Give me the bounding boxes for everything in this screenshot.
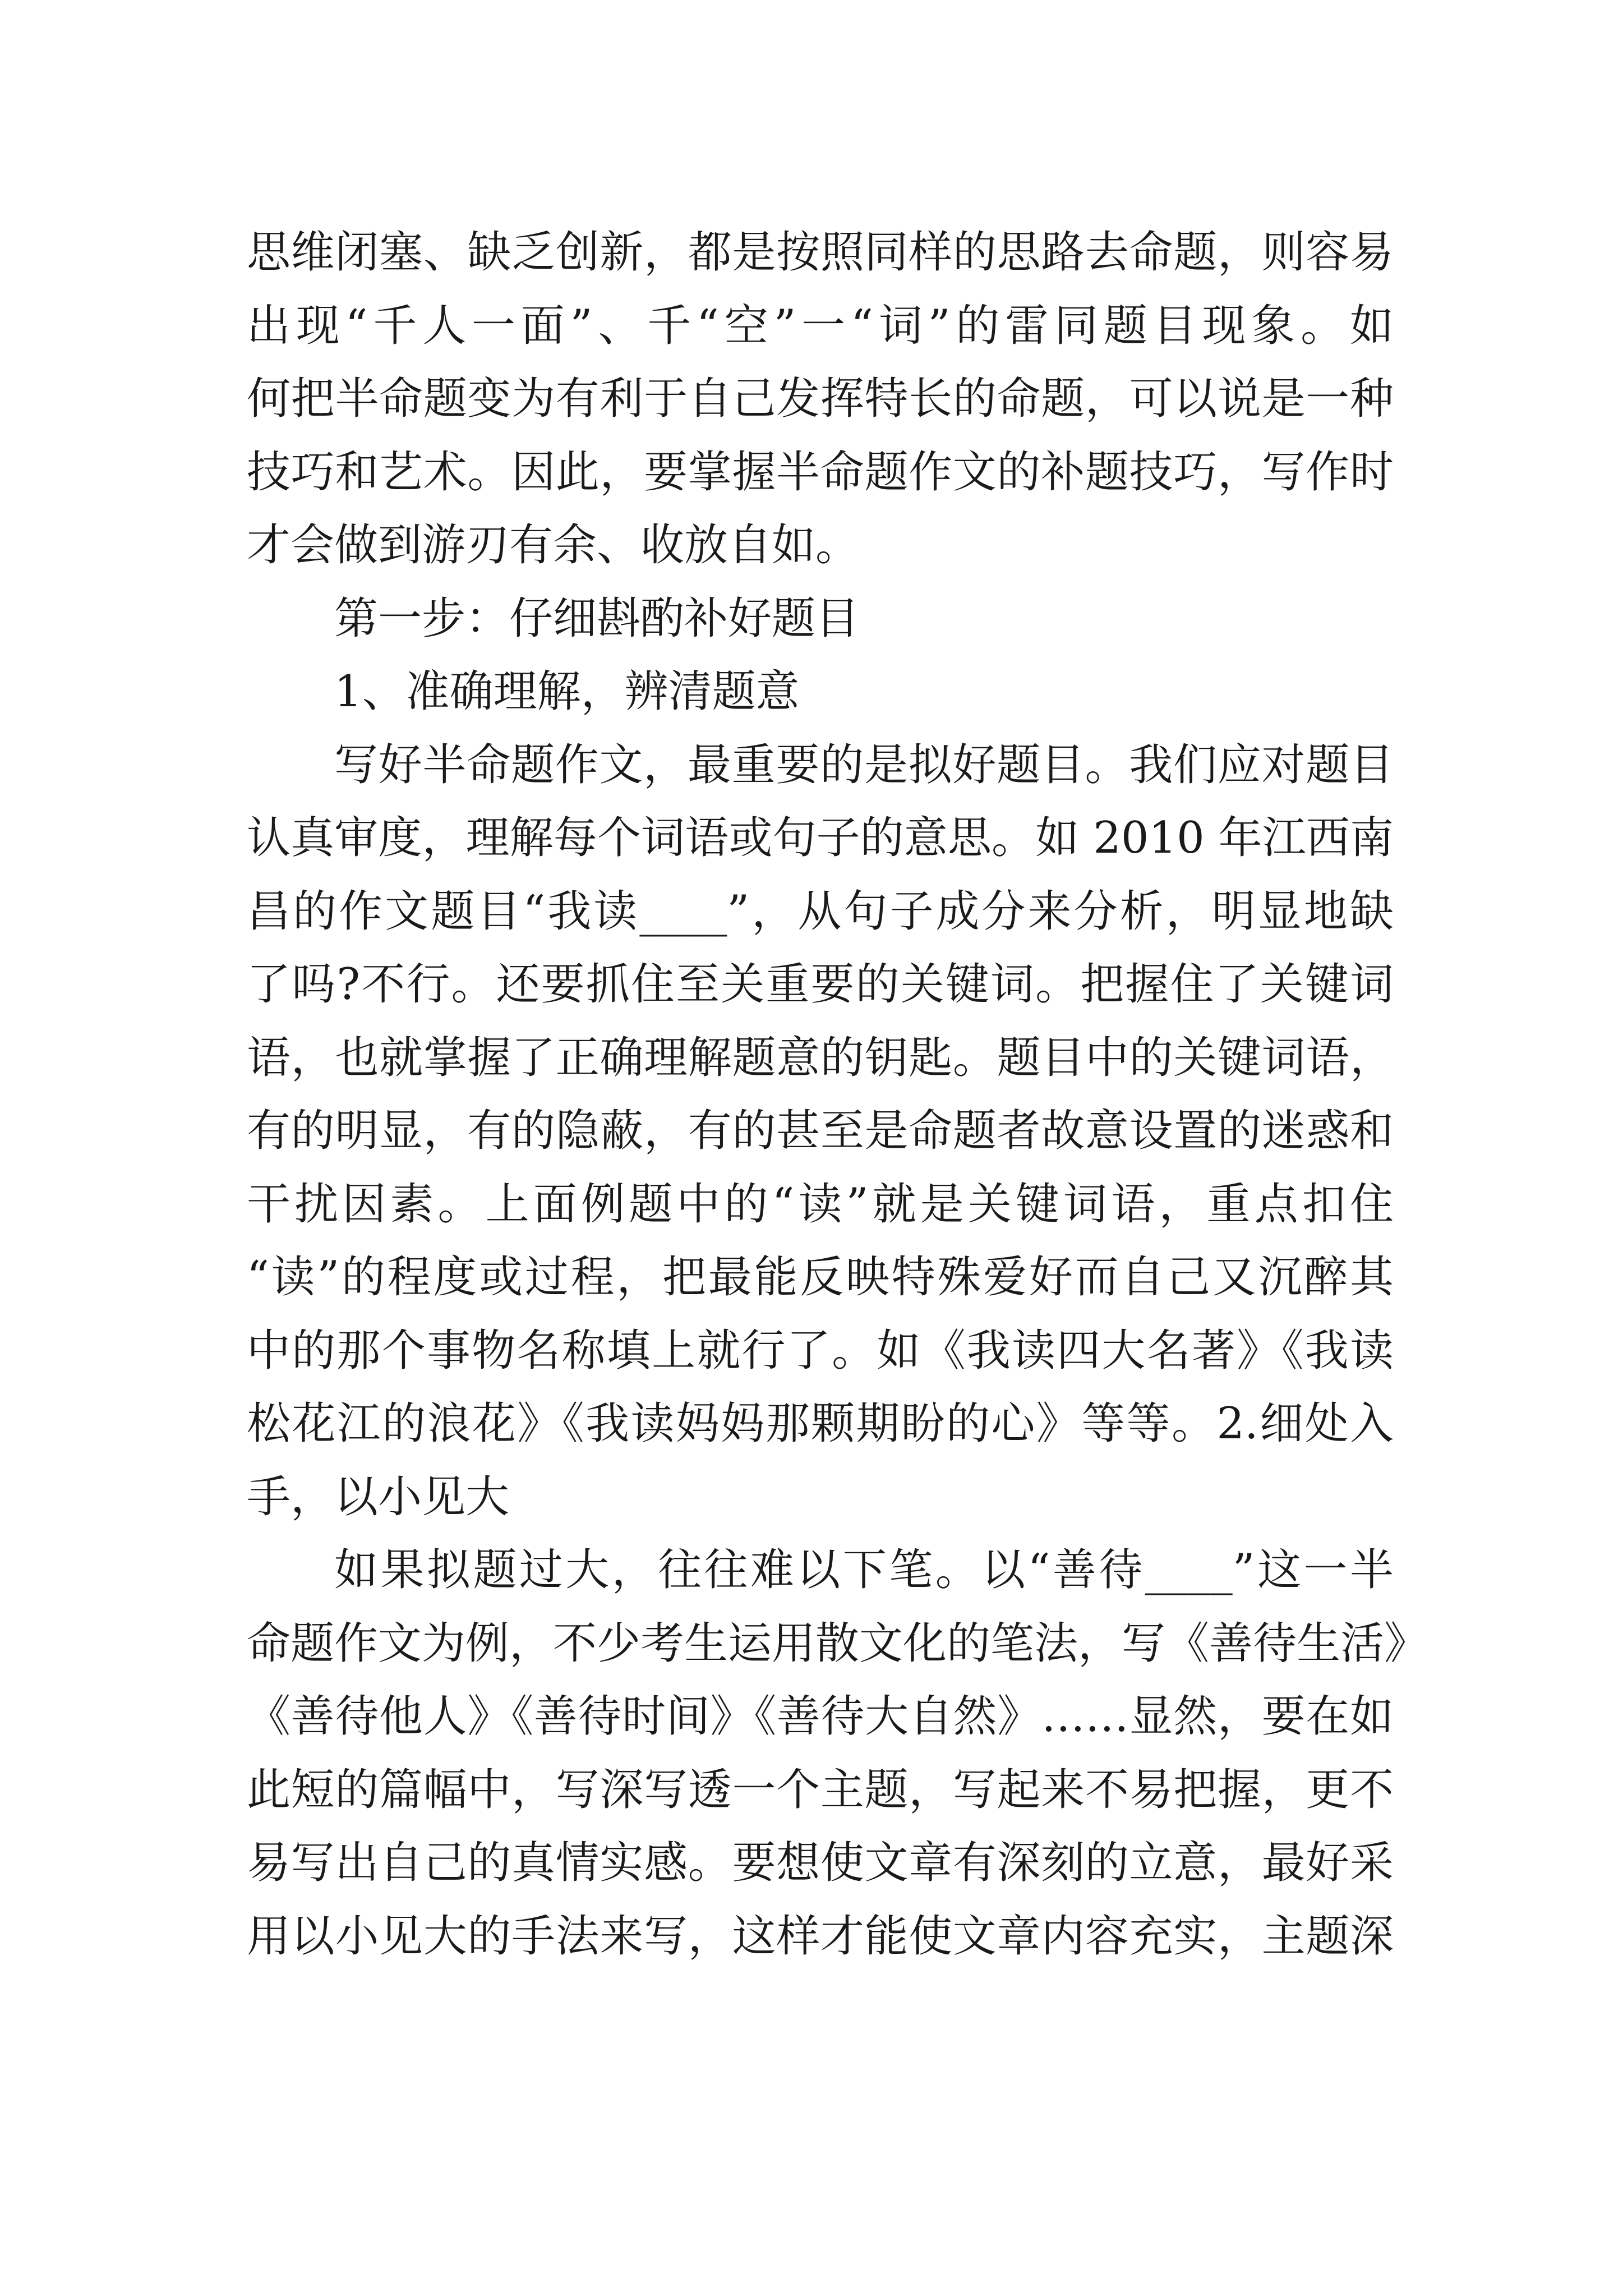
paragraph-line: 中的那个事物名称填上就行了。如《我读四大名著》《我读 [247,1325,1394,1376]
paragraph-line: 手，以小见大 [247,1471,510,1522]
paragraph-line: 命题作文为例，不少考生运用散文化的笔法，写《善待生活》 [247,1618,1428,1669]
paragraph-line: 语，也就掌握了正确理解题意的钥匙。题目中的关键词语， [247,1032,1394,1083]
paragraph-line: 写好半命题作文，最重要的是拟好题目。我们应对题目 [334,739,1394,790]
paragraph-line: “读”的程度或过程，把最能反映特殊爱好而自己又沉醉其 [247,1252,1394,1303]
paragraph-line: 《善待他人》《善待时间》《善待大自然》……显然，要在如 [247,1691,1394,1742]
paragraph-line: 了吗?不行。还要抓住至关重要的关键词。把握住了关键词 [247,959,1394,1010]
paragraph-line: 出现“千人一面”、千“空”一“词”的雷同题目现象。如 [247,300,1394,351]
paragraph-line: 用以小见大的手法来写，这样才能使文章内容充实，主题深 [247,1911,1394,1962]
document-body [247,216,1428,1973]
paragraph-line: 此短的篇幅中，写深写透一个主题，写起来不易把握，更不 [247,1764,1394,1815]
paragraph-line: 有的明显，有的隐蔽，有的甚至是命题者故意设置的迷惑和 [247,1106,1394,1156]
paragraph-line: 松花江的浪花》《我读妈妈那颗期盼的心》等等。2.细处入 [247,1398,1394,1449]
subsection-heading: 1、准确理解，辨清题意 [334,666,800,717]
paragraph-line: 易写出自己的真情实感。要想使文章有深刻的立意，最好采 [247,1838,1394,1888]
paragraph-line: 干扰因素。上面例题中的“读”就是关键词语，重点扣住 [247,1179,1394,1230]
paragraph-line: 思维闭塞、缺乏创新，都是按照同样的思路去命题，则容易 [247,227,1394,278]
paragraph-line: 何把半命题变为有利于自己发挥特长的命题，可以说是一种 [247,374,1394,424]
section-heading: 第一步：仔细斟酌补好题目 [334,593,860,644]
paragraph-line: 昌的作文题目“我读____”，从句子成分来分析，明显地缺 [247,886,1394,937]
paragraph-line: 如果拟题过大，往往难以下笔。以“善待____”这一半 [334,1545,1394,1595]
paragraph-line: 技巧和艺术。因此，要掌握半命题作文的补题技巧，写作时 [247,447,1394,498]
paragraph-line: 才会做到游刃有余、收放自如。 [247,520,860,570]
paragraph-line: 认真审度，理解每个词语或句子的意思。如 2010 年江西南 [247,813,1394,863]
